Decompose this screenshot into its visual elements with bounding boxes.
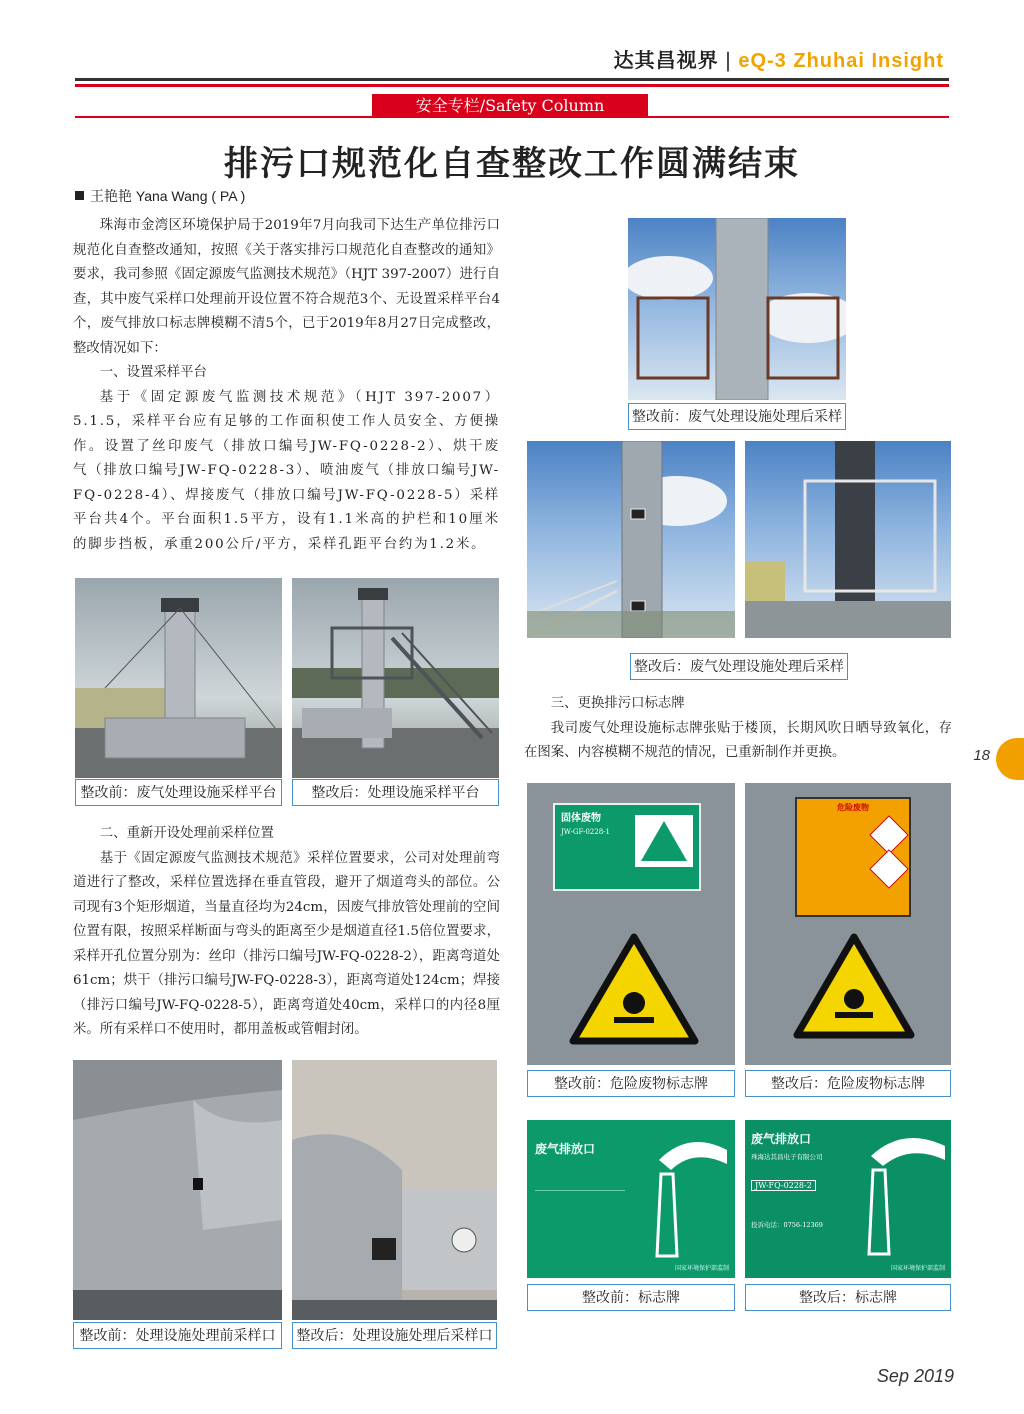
author-line	[75, 186, 245, 206]
caption-port-before: 整改前：处理设施处理前采样口	[73, 1322, 282, 1349]
bullet-square-icon	[75, 191, 84, 200]
sign-code: JW-FQ-0228-2	[751, 1180, 816, 1191]
waste-pictogram-icon	[635, 815, 693, 867]
hazardous-waste-label	[795, 797, 911, 917]
photo-platform-before	[75, 578, 282, 778]
section2-heading: 二、重新开设处理前采样位置	[99, 826, 274, 841]
caption-stack-before: 整改前：废气处理设施处理后采样	[628, 403, 846, 430]
photo-port-before	[73, 1060, 282, 1320]
hazard-label-title: 危险废物	[837, 802, 869, 812]
caption-platform-after: 整改后：处理设施采样平台	[292, 779, 499, 806]
agency-label-after: 国家环境保护部监制	[890, 1265, 945, 1272]
exhaust-sign-title-after: 废气排放口	[751, 1132, 812, 1146]
sign-company: 珠海达其昌电子有限公司	[751, 1153, 823, 1161]
section1-heading: 一、设置采样平台	[99, 365, 207, 380]
text-block-intro	[73, 214, 500, 557]
caption-platform-before: 整改前：废气处理设施采样平台	[75, 779, 282, 806]
photo-hazard-after	[745, 783, 951, 1065]
section2-body: 基于《固定源废气监测技术规范》采样位置要求，公司对处理前弯道进行了整改，采样位置选择在垂直管段，避开了烟道弯头的部位。公司现有3个矩形烟道，当量直径均为24cm，因废气排放管处理前的空间位置有限，按照采样断面与弯头的距离至少是烟道直径1.5倍位置要求，采样开孔位置分别为：丝印（排污口编号JW-FQ-0228-2），距离弯道处61cm；烘干（排污口编号JW-FQ-0228-3），距离弯道处124cm；焊接（排污口编号JW-FQ-0228-5），距离弯道处40cm，采样口的内径8厘米。所有采样口不使用时，都用盖板或管帽封闭。	[73, 850, 500, 1037]
page-tab	[996, 738, 1024, 780]
article-title: 排污口规范化自查整改工作圆满结束	[224, 144, 800, 184]
caption-hazard-before: 整改前：危险废物标志牌	[527, 1070, 735, 1097]
photo-sign-before	[527, 1120, 735, 1278]
section1-body: 基于《固定源废气监测技术规范》（HJT 397-2007）5.1.5，采样平台应有足够的工作面积使工作人员安全、方便操作。设置了丝印废气（排放口编号JW-FQ-0228-2）、烘干废气（排放口编号JW-FQ-0228-3）、喷油废气（排放口编号JW-FQ-0228-4）、焊接废气（排放口编号JW-FQ-0228-5）采样平台共4个。平台面积1.5平方，设有1.1米高的护栏和10厘米的脚步挡板，承重200公斤/平方，采样孔距平台约为1.2米。	[73, 389, 500, 552]
solid-waste-label: 固体废物	[561, 813, 601, 824]
caption-sign-after: 整改后：标志牌	[745, 1284, 951, 1311]
hazard-diamond-icon-2	[869, 849, 909, 889]
column-tag: 安全专栏/Safety Column	[372, 94, 648, 118]
photo-sign-after	[745, 1120, 951, 1278]
page-number: 18	[973, 747, 990, 764]
agency-label-before: 国家环境保护部监制	[674, 1265, 729, 1272]
photo-platform-after	[292, 578, 499, 778]
caption-stack-after: 整改后：废气处理设施处理后采样	[630, 653, 848, 680]
section3-heading: 三、更换排污口标志牌	[550, 696, 685, 711]
photo-port-after	[292, 1060, 497, 1320]
solid-waste-sign-before	[553, 803, 701, 891]
masthead	[614, 44, 944, 73]
brand-en: eQ-3 Zhuhai Insight	[738, 50, 944, 72]
author-name: 王艳艳 Yana Wang ( PA )	[90, 188, 246, 204]
chimney-icon	[639, 1130, 729, 1260]
issue-date: Sep 2019	[876, 1366, 954, 1386]
header-rule	[75, 78, 949, 81]
intro-paragraph: 珠海市金湾区环境保护局于2019年7月向我司下达生产单位排污口规范化自查整改通知，按照《关于落实排污口规范化自查整改的通知》要求，我司参照《固定源废气监测技术规范》（HJT 397-2007）进行自查，其中废气采样口处理前开设位置不符合规范3个、无设置采样平台4个，废气排放口标志牌模糊不清5个，已于2019年8月27日完成整改，整改情况如下：	[73, 218, 500, 356]
hazard-triangle-icon-new	[793, 933, 915, 1039]
caption-hazard-after: 整改后：危险废物标志牌	[745, 1070, 951, 1097]
text-block-section3	[524, 692, 952, 766]
solid-waste-code: JW-GF-0228-1	[561, 828, 610, 836]
photo-stack-before	[628, 218, 846, 400]
exhaust-sign-title-before: 废气排放口	[535, 1142, 596, 1156]
photo-stack-after-2	[745, 441, 951, 638]
brand-cn: 达其昌视界	[613, 48, 719, 72]
photo-hazard-before	[527, 783, 735, 1065]
section3-body: 我司废气处理设施标志牌张贴于楼顶，长期风吹日晒导致氧化，存在图案、内容模糊不规范的情况，已重新制作并更换。	[524, 720, 952, 760]
caption-port-after: 整改后：处理设施处理后采样口	[292, 1322, 497, 1349]
faded-sign-lines	[535, 1190, 625, 1251]
photo-stack-after-1	[527, 441, 735, 638]
header-red-rule	[75, 84, 949, 87]
brand-separator: |	[724, 48, 733, 72]
text-block-section2	[73, 822, 500, 1043]
caption-sign-before: 整改前：标志牌	[527, 1284, 735, 1311]
sign-tel: 投诉电话：0756-12369	[751, 1221, 823, 1229]
chimney-icon-new	[855, 1128, 947, 1258]
hazard-triangle-icon	[569, 933, 699, 1045]
